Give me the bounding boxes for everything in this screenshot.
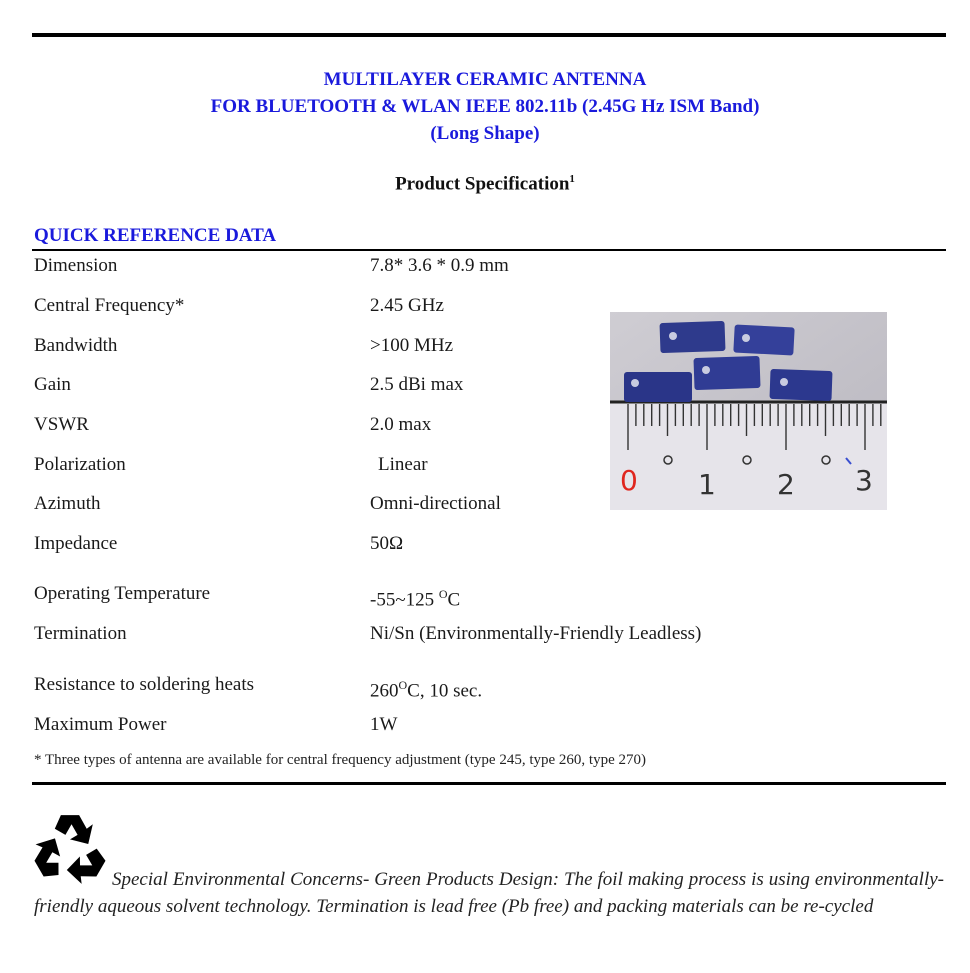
spec-label: Impedance (34, 533, 118, 554)
degree-mark: O (398, 678, 408, 692)
spec-label: Operating Temperature (34, 583, 211, 604)
spec-label: Termination (34, 623, 127, 644)
value-prefix: 260 (370, 680, 399, 702)
value-suffix: C, 10 sec. (407, 680, 483, 702)
spec-value (370, 673, 482, 703)
spec-value: 7.8* 3.6 * 0.9 mm (370, 255, 509, 276)
antenna-chip (769, 369, 832, 401)
antenna-pad (631, 379, 639, 387)
environmental-note: Special Environmental Concerns- Green Products Design: The foil making process is using environmentally-friendly aqueous solvent technology. Termination is lead free (Pb free) and packing materials can be re-cycled (34, 869, 944, 917)
degree-mark: O (438, 587, 448, 601)
antenna-pad (669, 332, 677, 340)
product-specification-heading (0, 173, 970, 195)
antenna-pad (780, 378, 788, 386)
product-photo (610, 312, 887, 510)
ruler-label-3: 3 (855, 464, 873, 497)
spec-value: Ni/Sn (Environmentally-Friendly Leadless) (370, 623, 702, 644)
ruler-label-2: 2 (777, 468, 795, 501)
title-line-1: MULTILAYER CERAMIC ANTENNA (323, 69, 647, 90)
subtitle-footnote-mark: 1 (569, 173, 575, 185)
top-rule (32, 33, 946, 37)
spec-row-operating-temperature (0, 582, 970, 611)
spec-value: 2.5 dBi max (370, 374, 464, 395)
spec-label: Central Frequency* (34, 295, 185, 316)
spec-label: Dimension (34, 255, 118, 276)
spec-value (370, 582, 460, 612)
spec-label: Maximum Power (34, 714, 167, 735)
spec-row-maximum-power (0, 713, 970, 737)
spec-label: Gain (34, 374, 71, 395)
spec-label: VSWR (34, 414, 89, 435)
spec-label: Resistance to soldering heats (34, 674, 255, 695)
subtitle-text: Product Specification (395, 173, 570, 195)
ruler-label-1: 1 (698, 468, 716, 501)
bottom-rule (32, 782, 946, 785)
spec-label: Bandwidth (34, 335, 118, 356)
antenna-chip (733, 324, 794, 355)
value-prefix: -55~125 (370, 589, 439, 611)
spec-row-impedance (0, 532, 970, 556)
antenna-pad (702, 366, 710, 374)
spec-value: 2.0 max (370, 414, 432, 435)
title-line-2: FOR BLUETOOTH & WLAN IEEE 802.11b (2.45G Hz ISM Band) (210, 96, 760, 117)
value-suffix: C (447, 589, 461, 611)
spec-label: Polarization (34, 454, 126, 475)
spec-row-termination (0, 622, 970, 646)
spec-row-soldering-resistance (0, 673, 970, 702)
spec-label: Azimuth (34, 493, 101, 514)
spec-value: 2.45 GHz (370, 295, 444, 316)
spec-value: >100 MHz (370, 335, 454, 356)
antenna-chip (624, 372, 692, 402)
spec-value: 1W (370, 714, 398, 735)
ruler-label-0: 0 (620, 464, 638, 497)
spec-row-dimension (0, 254, 970, 278)
footnote: * Three types of antenna are available for central frequency adjustment (type 245, type 260, type 270) (34, 752, 646, 768)
section-rule (32, 249, 946, 251)
title-line-3: (Long Shape) (430, 123, 540, 144)
spec-value: Omni-directional (370, 493, 501, 514)
spec-value: Linear (378, 454, 428, 475)
section-title: QUICK REFERENCE DATA (34, 225, 277, 246)
spec-value: 50Ω (370, 533, 404, 554)
antenna-pad (742, 334, 750, 342)
